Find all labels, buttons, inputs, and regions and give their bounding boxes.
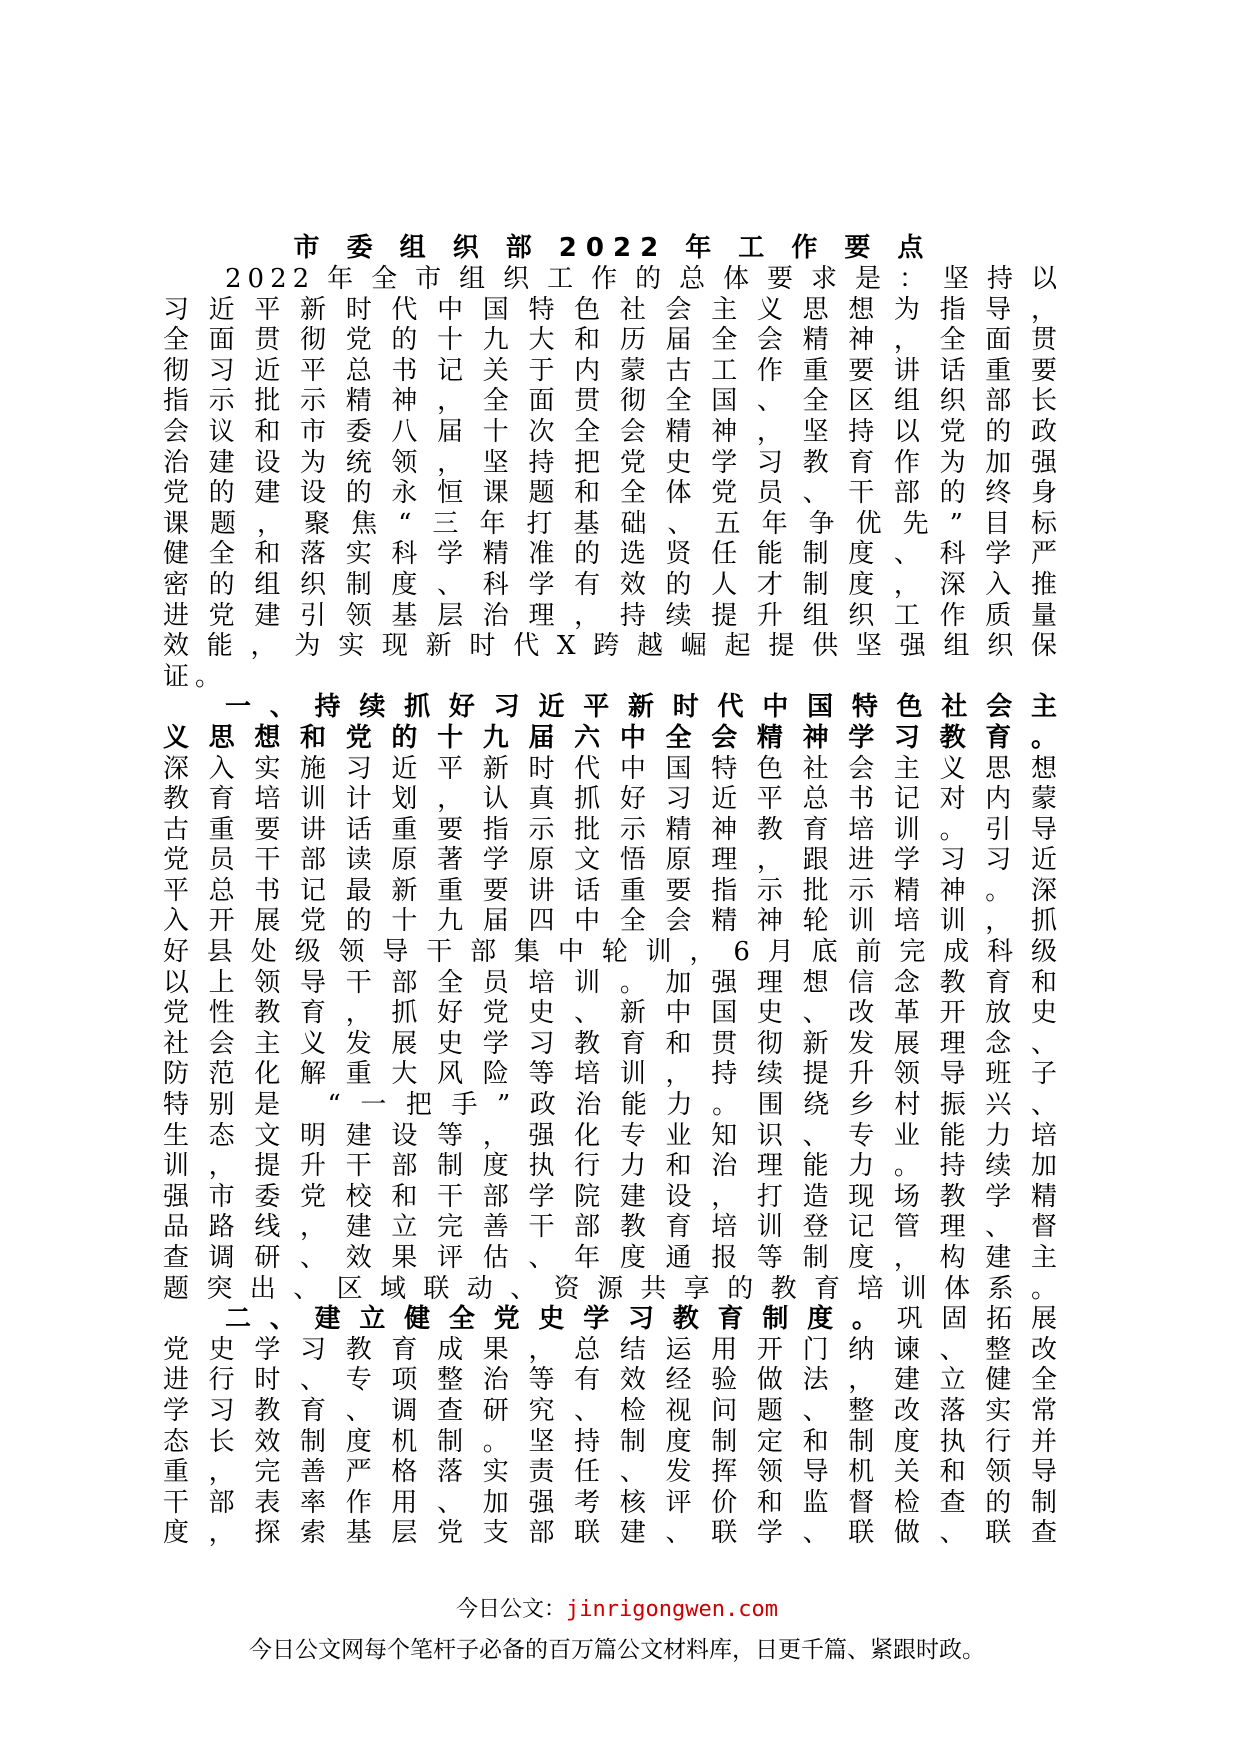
intro-line: 效能，为实现新时代X跨越崛起提供坚强组织保 bbox=[163, 631, 1063, 662]
section-1-body-line: 以上领导干部全员培训。加强理想信念教育和 bbox=[163, 967, 1063, 998]
section-1-body-line: 防范化解重大风险等培训，持续提升领导班子 bbox=[163, 1059, 1063, 1090]
section-1-body-line: 社会主义发展史学习教育和贯彻新发展理念、 bbox=[163, 1028, 1063, 1059]
intro-line: 彻习近平总书记关于内蒙古工作重要讲话重要 bbox=[163, 355, 1063, 386]
section-1-body-line: 题突出、区域联动、资源共享的教育培训体系。 bbox=[163, 1273, 1063, 1304]
intro-line: 课题，聚焦“三年打基础、五年争优先”目标 bbox=[163, 508, 1063, 539]
section-1-body-line: 党员干部读原著学原文悟原理，跟进学习习近 bbox=[163, 845, 1063, 876]
section-2-body-line: 党史学习教育成果，总结运用开门纳谏、整改 bbox=[163, 1334, 1063, 1365]
section-1-body-line: 生态文明建设等，强化专业知识、专业能力培 bbox=[163, 1120, 1063, 1151]
intro-line: 党的建设的永恒课题和全体党员、干部的终身 bbox=[163, 478, 1063, 509]
intro-line: 指示批示精神，全面贯彻全国、全区组织部长 bbox=[163, 386, 1063, 417]
section-1-body-line: 党性教育，抓好党史、新中国史、改革开放史 bbox=[163, 998, 1063, 1029]
intro-line: 治建设为统领，坚持把党史学习教育作为加强 bbox=[163, 447, 1063, 478]
section-1-heading-line: 一、持续抓好习近平新时代中国特色社会主 bbox=[225, 692, 1063, 723]
section-2-body-line: 学习教育、调查研究、检视问题、整改落实常 bbox=[163, 1395, 1063, 1426]
section-1-body-line: 好县处级领导干部集中轮训，6月底前完成科级 bbox=[163, 937, 1063, 968]
section-1-body-line: 深入实施习近平新时代中国特色社会主义思想 bbox=[163, 753, 1063, 784]
section-1-body-line: 特别是 “一把手”政治能力。围绕乡村振兴、 bbox=[163, 1090, 1063, 1121]
intro-line: 会议和市委八届十次全会精神，坚持以党的政 bbox=[163, 416, 1063, 447]
footer-site-url[interactable]: jinrigongwen.com bbox=[566, 1597, 778, 1622]
section-1-body-line: 平总书记最新重要讲话重要指示批示精神。深 bbox=[163, 875, 1063, 906]
document-title: 市 委 组 织 部 2022 年 工 作 要 点 bbox=[293, 233, 933, 263]
intro-line: 密的组织制度、科学有效的人才制度，深入推 bbox=[163, 569, 1063, 600]
section-2-first-line bbox=[163, 1304, 1063, 1335]
section-1-heading-line: 义思想和党的十九届六中全会精神学习教育。 bbox=[163, 722, 1063, 753]
section-2-body-line: 态长效制度机制。坚持制度制定和制度执行并 bbox=[163, 1426, 1063, 1457]
section-2-body-line: 度，探索基层党支部联建、联学、联做、联查 bbox=[163, 1518, 1063, 1549]
intro-line: 健全和落实科学精准的选贤任能制度、科学严 bbox=[163, 539, 1063, 570]
section-1-body-line: 教育培训计划，认真抓好习近平总书记对内蒙 bbox=[163, 784, 1063, 815]
section-1-body-line: 入开展党的十九届四中全会精神轮训培训，抓 bbox=[163, 906, 1063, 937]
section-2-heading: 二、建立健全党史学习教育制度。 bbox=[225, 1304, 897, 1335]
intro-paragraph bbox=[163, 264, 1063, 692]
section-2-body-line: 进行时、专项整治等有效经验做法，建立健全 bbox=[163, 1365, 1063, 1396]
intro-line: 证。 bbox=[163, 661, 228, 692]
intro-line: 进党建引领基层治理，持续提升组织工作质量 bbox=[163, 600, 1063, 631]
footer-site-link[interactable] bbox=[0, 1592, 1234, 1623]
section-1-body-line: 查调研、效果评估、年度通报等制度，构建主 bbox=[163, 1243, 1063, 1273]
intro-line: 全面贯彻党的十九大和历届全会精神，全面贯 bbox=[163, 325, 1063, 356]
section-2-first-tail: 巩固拓展 bbox=[896, 1304, 1063, 1335]
section-2-body-line: 重，完善严格落实责任、发挥领导机关和领导 bbox=[163, 1457, 1063, 1488]
section-2-body-line: 干部表率作用、加强考核评价和监督检查的制 bbox=[163, 1487, 1063, 1518]
intro-line: 2022年全市组织工作的总体要求是：坚持以 bbox=[225, 264, 1063, 294]
footer-site-label: 今日公文： bbox=[456, 1597, 567, 1622]
section-1-body-line: 强市委党校和干部学院建设，打造现场教学精 bbox=[163, 1181, 1063, 1212]
section-1-body-line: 古重要讲话重要指示批示精神教育培训。引导 bbox=[163, 814, 1063, 845]
section-1-body-line: 训，提升干部制度执行力和治理能力。持续加 bbox=[163, 1151, 1063, 1182]
section-2 bbox=[163, 1304, 1063, 1549]
intro-line: 习近平新时代中国特色社会主义思想为指导， bbox=[163, 294, 1063, 325]
section-1 bbox=[163, 692, 1063, 1304]
footer-slogan: 今日公文网每个笔杆子必备的百万篇公文材料库，日更千篇、紧跟时政。 bbox=[249, 1637, 985, 1663]
document-body bbox=[163, 233, 1063, 1549]
section-1-body-line: 品路线，建立完善干部教育培训登记管理、督 bbox=[163, 1212, 1063, 1243]
